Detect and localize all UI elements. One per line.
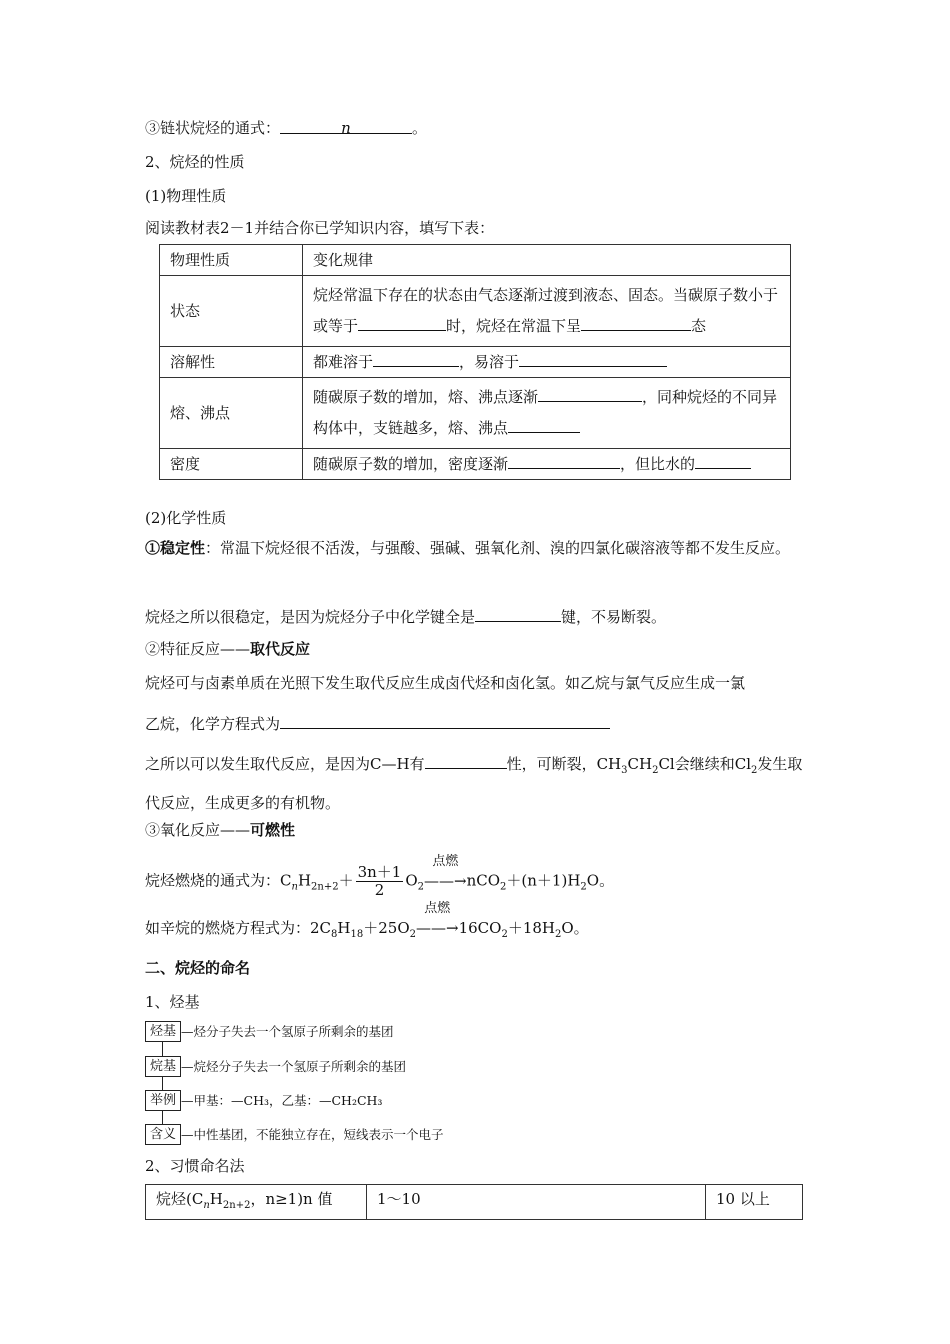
boiling-text-2: ，同种烷烃的不同异构体中，支链越多，熔、沸点	[313, 388, 778, 437]
table-row-solubility	[160, 347, 791, 378]
oct-sub-3: 2	[409, 929, 416, 940]
common-naming-table	[145, 1184, 803, 1220]
formula-blank[interactable]	[280, 118, 412, 137]
naming-cell-formula	[146, 1185, 367, 1220]
row-solubility-name: 溶解性	[160, 347, 303, 378]
solubility-blank-1[interactable]	[373, 351, 459, 367]
comb-plus: ＋	[338, 871, 354, 890]
reason-paragraph	[145, 748, 807, 820]
naming-row	[146, 1185, 803, 1220]
equation-blank[interactable]	[280, 713, 610, 729]
table-row-state	[160, 276, 791, 347]
naming-c1-n: n	[203, 1200, 210, 1211]
tree-desc-meaning: —中性基团，不能独立存在，短线表示一个电子	[181, 1127, 444, 1142]
heading-naming: 二、烷烃的命名	[145, 959, 251, 977]
oct-part-2: ＋18H	[507, 919, 555, 937]
oct-part-1: ＋25O	[363, 919, 410, 937]
comb-fraction	[356, 864, 404, 899]
reason-sub-3: 3	[621, 765, 628, 776]
physical-properties-table	[159, 244, 791, 480]
substitution-prefix: ②特征反应——	[145, 640, 251, 658]
row-boiling-rule	[303, 378, 791, 449]
comb-label: 烷烃燃烧的通式为：C	[145, 871, 292, 890]
oct-sub-4: 2	[501, 929, 508, 940]
oct-label: 如辛烷的燃烧方程式为：2C	[145, 919, 332, 937]
substitution-heading	[145, 639, 310, 659]
substitution-text: 烷烃可与卤素单质在光照下发生取代反应生成卤代烃和卤化氢。如乙烷与氯气反应生成一氯	[145, 674, 746, 692]
state-text-3: 态	[691, 317, 707, 335]
density-text-1: 随碳原子数的增加，密度逐渐	[313, 455, 509, 473]
reason-part-5: 发生取代反应，生成更多的有机物。	[145, 755, 803, 812]
substitution-title: 取代反应	[250, 640, 311, 658]
formula-label: ③链状烷烃的通式：	[145, 119, 281, 137]
naming-c1-sub: 2n+2	[222, 1200, 251, 1211]
header-property: 物理性质	[160, 245, 303, 276]
equation-label: 乙烷，化学方程式为	[145, 715, 281, 733]
oxidation-heading	[145, 820, 295, 840]
stability-label: ①稳定性	[145, 539, 206, 557]
state-blank-1[interactable]	[358, 315, 446, 331]
bond-blank[interactable]	[475, 606, 561, 622]
solubility-blank-2[interactable]	[519, 351, 667, 367]
reason-part-1: 之所以可以发生取代反应，是因为C—H有	[145, 755, 425, 773]
heading-physical: (1)物理性质	[145, 187, 227, 205]
heading-chemical: (2)化学性质	[145, 509, 227, 527]
comb-h-sub: 2n+2	[311, 881, 339, 893]
table-row-boiling	[160, 378, 791, 449]
row-boiling-name: 熔、沸点	[160, 378, 303, 449]
tree-node-meaning: 含义	[145, 1124, 181, 1145]
table-row-density	[160, 449, 791, 480]
polarity-blank[interactable]	[425, 753, 507, 769]
reason-sub-5: 2	[751, 765, 758, 776]
oxidation-title: 可燃性	[250, 821, 296, 839]
comb-rest: ＋(n＋1)H	[506, 871, 581, 890]
naming-c1: 烷烃(C	[156, 1190, 204, 1208]
heading-alkyl: 1、烃基	[145, 993, 200, 1011]
oct-end: O。	[561, 919, 589, 937]
octane-combustion	[145, 901, 589, 945]
combustion-general-formula	[145, 853, 615, 899]
heading-common-naming: 2、习惯命名法	[145, 1157, 245, 1175]
header-rule: 变化规律	[303, 245, 791, 276]
alkane-formula-line	[145, 118, 427, 138]
comb-numerator: 3n＋1	[357, 863, 402, 881]
comb-o2-sub: 2	[417, 881, 425, 893]
tree-node-hydrocarbyl: 烃基	[145, 1021, 181, 1042]
stability-reason	[145, 606, 666, 627]
oct-h: H	[337, 919, 351, 937]
boiling-blank-2[interactable]	[508, 417, 580, 433]
comb-o2: O	[405, 871, 418, 890]
heading-properties: 2、烷烃的性质	[145, 153, 245, 171]
oct-product: 16CO	[458, 919, 502, 937]
comb-arrow-glyph: ——→	[424, 871, 467, 890]
oct-condition: 点燃	[424, 901, 451, 916]
density-blank-1[interactable]	[508, 453, 620, 469]
comb-h: H	[297, 871, 312, 890]
density-text-2: ，但比水的	[620, 455, 696, 473]
row-state-rule	[303, 276, 791, 347]
comb-end: O。	[586, 871, 615, 890]
row-density-name: 密度	[160, 449, 303, 480]
formula-answer: n	[341, 119, 351, 137]
reason-text-1: 烷烃之所以很稳定，是因为烷烃分子中化学键全是	[145, 608, 476, 626]
reason-sub-4: 2	[652, 765, 659, 776]
boiling-blank-1[interactable]	[538, 386, 642, 402]
reason-part-2: 性，可断裂，CH	[506, 755, 622, 773]
comb-arrow	[424, 853, 467, 891]
reason-part-4: Cl会继续和Cl	[658, 755, 751, 773]
comb-denominator: 2	[374, 881, 385, 899]
oct-sub-5: 2	[555, 929, 562, 940]
comb-product-sub: 2	[500, 881, 507, 893]
naming-cell-range-2: 10 以上	[706, 1185, 803, 1220]
table-intro: 阅读教材表2－1并结合你已学知识内容，填写下表：	[145, 219, 495, 237]
comb-n-sub: n	[291, 881, 298, 893]
oct-arrow-glyph: ——→	[416, 919, 459, 937]
formula-period: 。	[412, 119, 428, 137]
oxidation-prefix: ③氧化反应——	[145, 821, 251, 839]
reason-part-3: CH	[627, 755, 653, 773]
naming-c1-h: H	[209, 1190, 223, 1208]
table-header-row	[160, 245, 791, 276]
tree-desc-alkyl: —烷烃分子失去一个氢原子所剩余的基团	[181, 1059, 407, 1074]
comb-condition: 点燃	[432, 853, 459, 869]
solubility-text-2: ，易溶于	[459, 353, 520, 371]
tree-desc-hydrocarbyl: —烃分子失去一个氢原子所剩余的基团	[181, 1024, 394, 1039]
tree-node-example: 举例	[145, 1090, 181, 1111]
stability-paragraph	[145, 532, 807, 565]
density-blank-2[interactable]	[695, 453, 751, 469]
row-solubility-rule	[303, 347, 791, 378]
boiling-text-1: 随碳原子数的增加，熔、沸点逐渐	[313, 388, 539, 406]
row-state-name: 状态	[160, 276, 303, 347]
equation-line	[145, 713, 610, 734]
naming-cell-range-1: 1～10	[367, 1185, 706, 1220]
solubility-text-1: 都难溶于	[313, 353, 374, 371]
state-text-2: 时，烷烃在常温下呈	[446, 317, 582, 335]
comb-product: nCO	[466, 871, 501, 890]
oct-sub-2: 18	[350, 929, 364, 940]
state-text-1: 烷烃常温下存在的状态由气态逐渐过渡到液态、固态。当碳原子数小于或等于	[313, 286, 779, 335]
oct-sub-1: 8	[331, 929, 338, 940]
tree-node-alkyl: 烷基	[145, 1056, 181, 1077]
oct-arrow	[416, 901, 459, 938]
naming-c1-end: ，n≥1)n 值	[250, 1190, 333, 1208]
row-density-rule	[303, 449, 791, 480]
tree-desc-example: —甲基：—CH₃，乙基：—CH₂CH₃	[181, 1093, 383, 1108]
state-blank-2[interactable]	[581, 315, 691, 331]
comb-rest-sub: 2	[580, 881, 587, 893]
reason-text-2: 键，不易断裂。	[561, 608, 667, 626]
stability-text: ：常温下烷烃很不活泼，与强酸、强碱、强氧化剂、溴的四氯化碳溶液等都不发生反应。	[205, 539, 791, 557]
